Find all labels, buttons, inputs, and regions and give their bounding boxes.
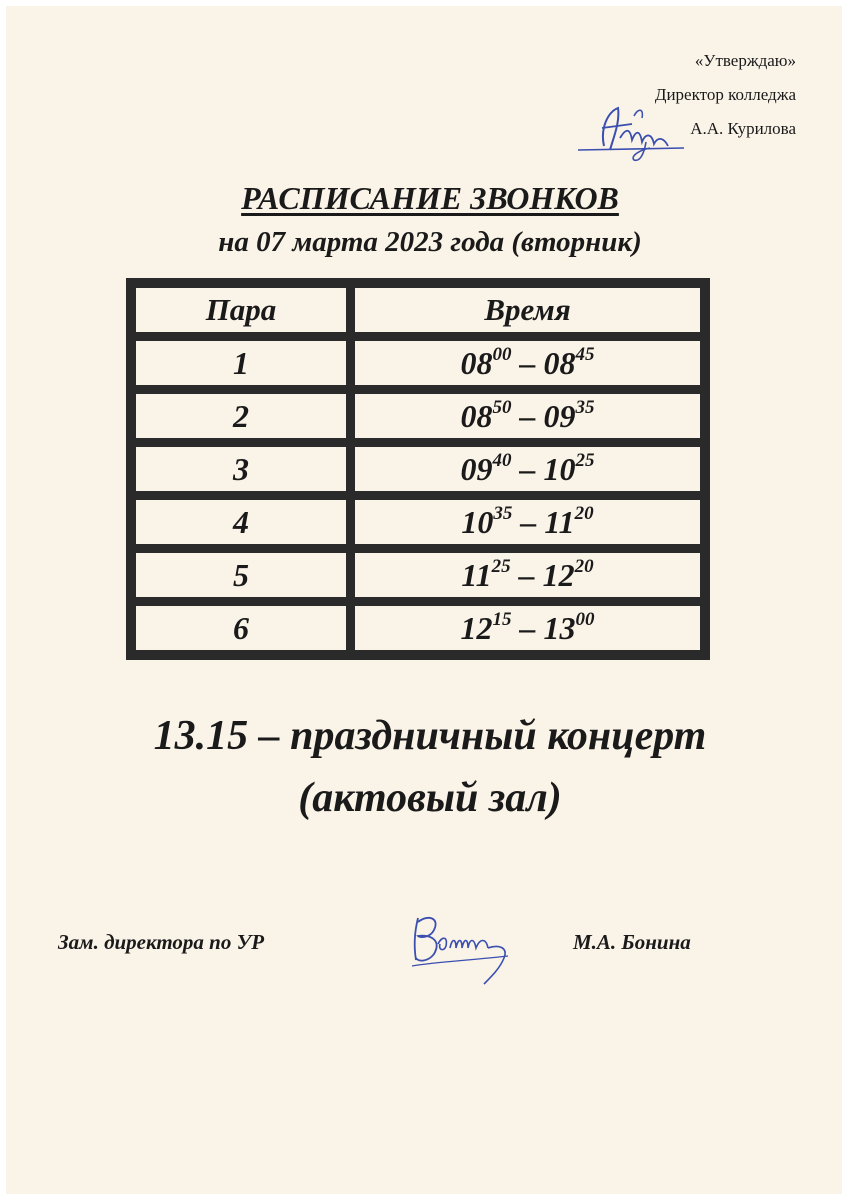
- time-range: [353, 445, 702, 493]
- range-dash: –: [519, 344, 536, 381]
- time-range: [353, 339, 702, 387]
- time-range: [353, 551, 702, 599]
- end-minute: 25: [575, 449, 595, 471]
- table-row: [134, 498, 702, 546]
- table-row: [134, 339, 702, 387]
- start-hour: 09: [460, 450, 493, 487]
- director-signature-icon: [574, 98, 694, 168]
- start-hour: 10: [461, 503, 494, 540]
- end-hour: 12: [542, 556, 575, 593]
- table-row: [134, 445, 702, 493]
- end-hour: 08: [543, 344, 576, 381]
- table-row: [134, 551, 702, 599]
- start-hour: 11: [461, 556, 492, 593]
- bell-schedule-table: [126, 278, 710, 660]
- end-minute: 20: [574, 555, 594, 577]
- start-minute: 50: [492, 396, 512, 418]
- pair-number: 2: [134, 392, 348, 440]
- time-range: [353, 392, 702, 440]
- event-location: (актовый зал): [298, 775, 562, 821]
- end-minute: 45: [575, 343, 595, 365]
- pair-number: 1: [134, 339, 348, 387]
- table-row: [134, 604, 702, 652]
- pair-number: 6: [134, 604, 348, 652]
- event-line: 13.15 – праздничный концерт: [153, 713, 707, 759]
- start-hour: 08: [460, 344, 493, 381]
- header-pair: Пара: [134, 286, 348, 334]
- approval-heading: «Утверждаю»: [694, 51, 796, 70]
- end-hour: 10: [543, 450, 576, 487]
- document-page: [6, 6, 842, 1194]
- range-dash: –: [518, 556, 535, 593]
- range-dash: –: [519, 397, 536, 434]
- start-minute: 00: [492, 343, 512, 365]
- deputy-signature-icon: [404, 904, 524, 994]
- end-minute: 20: [574, 502, 594, 524]
- range-dash: –: [520, 503, 537, 540]
- table-row: [134, 392, 702, 440]
- pair-number: 4: [134, 498, 348, 546]
- deputy-role: Зам. директора по УР: [58, 930, 265, 954]
- deputy-name: М.А. Бонина: [573, 930, 691, 954]
- end-hour: 09: [543, 397, 576, 434]
- end-minute: 00: [575, 608, 595, 630]
- page-subtitle: на 07 марта 2023 года (вторник): [218, 226, 642, 258]
- start-hour: 08: [460, 397, 493, 434]
- start-hour: 12: [460, 609, 493, 646]
- pair-number: 5: [134, 551, 348, 599]
- end-hour: 13: [543, 609, 576, 646]
- approval-director-name: А.А. Курилова: [690, 119, 796, 138]
- start-minute: 15: [492, 608, 512, 630]
- end-hour: 11: [544, 503, 575, 540]
- start-minute: 40: [492, 449, 512, 471]
- approval-position: Директор колледжа: [654, 85, 796, 104]
- start-minute: 25: [491, 555, 511, 577]
- page-title: РАСПИСАНИЕ ЗВОНКОВ: [241, 180, 619, 216]
- range-dash: –: [519, 609, 536, 646]
- time-range: [353, 498, 702, 546]
- time-range: [353, 604, 702, 652]
- pair-number: 3: [134, 445, 348, 493]
- start-minute: 35: [493, 502, 513, 524]
- header-time: Время: [353, 286, 702, 334]
- end-minute: 35: [575, 396, 595, 418]
- range-dash: –: [519, 450, 536, 487]
- table-header-row: [134, 286, 702, 334]
